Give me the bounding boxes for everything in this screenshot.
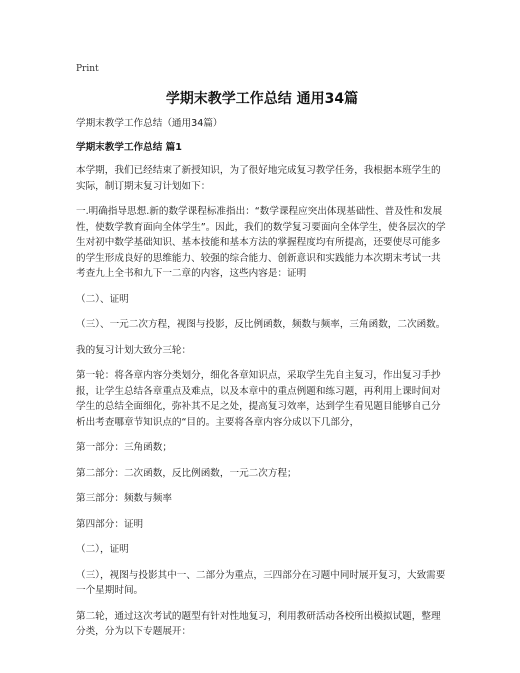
- section-heading: 学期末教学工作总结 篇1: [76, 141, 182, 153]
- paragraph: 一.明确指导思想.新的数学课程标准指出：“数学课程应突出体现基础性、普及性和发展性，使数学教育面向全体学生”。因此，我们的数学复习要面向全体学生，使各层次的学生对初中数学基础知识、基本技能和基本方法的掌握程度均有所提高，还要使尽可能多的学生形成良好的思维能力、较强的综合能力、创新意识和实践能力本次期末考试一共考查九上全书和九下一二章的内容，这些内容是：证明: [76, 206, 446, 279]
- paragraph: （二）、证明: [76, 293, 129, 305]
- paragraph: 本学期，我们已经结束了新授知识，为了很好地完成复习教学任务，我根据本班学生的实际，制订期末复习计划如下：: [76, 165, 441, 192]
- paragraph: 第一部分：三角函数；: [76, 442, 172, 453]
- paragraph: 第二轮，通过这次考试的题型有针对性地复习，利用教研活动各校所出模拟试题，整理分类，分为以下专题展开：: [76, 610, 441, 637]
- paragraph: 第一轮：将各章内容分类划分，细化各章知识点，采取学生先自主复习，作出复习手抄报，让学生总结各章重点及难点，以及本章中的重点例题和练习题，再利用上课时间对学生的总结全面细化，弥补其不足之处，提高复习效率，达到学生看见题目能够自己分析出考查哪章节知识点的“目的。主要将各章内容分成以下几部分，: [76, 370, 441, 428]
- print-link[interactable]: Print: [76, 64, 99, 74]
- paragraph: （二），证明: [76, 544, 129, 555]
- paragraph: （三）、一元二次方程，视图与投影，反比例函数，频数与频率，三角函数，二次函数。: [76, 319, 446, 330]
- document-body: [76, 116, 448, 650]
- page-title: 学期末教学工作总结 通用34篇: [165, 91, 359, 107]
- paragraph: 第三部分：频数与频率: [76, 493, 172, 504]
- paragraph: 第四部分：证明: [76, 518, 144, 530]
- paragraph: 我的复习计划大致分三轮：: [76, 344, 192, 356]
- paragraph: （三），视图与投影其中一、二部分为重点，三四部分在习题中同时展开复习，大致需要一个星期时间。: [76, 569, 446, 596]
- paragraph: 第二部分：二次函数，反比例函数，一元二次方程；: [76, 467, 297, 479]
- document-subtitle: 学期末教学工作总结（通用34篇）: [76, 118, 223, 129]
